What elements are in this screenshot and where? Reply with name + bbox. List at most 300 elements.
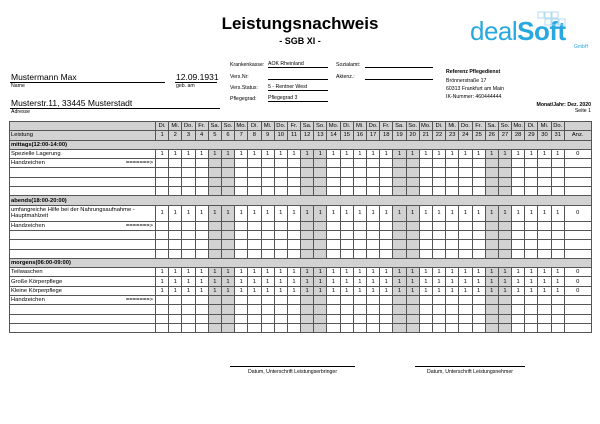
service-mark: 1 bbox=[551, 286, 564, 295]
empty-cell bbox=[182, 187, 195, 196]
handzeichen-cell bbox=[261, 221, 274, 230]
empty-cell bbox=[538, 305, 551, 314]
empty-cell bbox=[419, 187, 432, 196]
service-mark: 1 bbox=[459, 277, 472, 286]
empty-cell bbox=[235, 187, 248, 196]
empty-count-cell bbox=[564, 230, 591, 239]
service-mark: 1 bbox=[274, 149, 287, 158]
service-mark: 1 bbox=[353, 277, 366, 286]
empty-cell bbox=[446, 240, 459, 249]
handzeichen-label: Handzeichen bbox=[11, 160, 45, 167]
empty-cell bbox=[419, 177, 432, 186]
handzeichen-cell bbox=[353, 221, 366, 230]
service-mark: 1 bbox=[525, 149, 538, 158]
empty-cell bbox=[498, 177, 511, 186]
empty-cell bbox=[261, 240, 274, 249]
handzeichen-cell bbox=[485, 296, 498, 305]
empty-cell bbox=[419, 305, 432, 314]
service-mark: 1 bbox=[512, 268, 525, 277]
empty-cell bbox=[393, 230, 406, 239]
handzeichen-cell bbox=[432, 296, 445, 305]
empty-cell bbox=[406, 305, 419, 314]
empty-cell bbox=[380, 314, 393, 323]
empty-cell bbox=[261, 168, 274, 177]
empty-cell bbox=[156, 249, 169, 258]
service-mark: 1 bbox=[156, 149, 169, 158]
empty-cell bbox=[432, 177, 445, 186]
day-header: 31 bbox=[551, 131, 564, 140]
service-mark: 1 bbox=[512, 149, 525, 158]
service-mark: 1 bbox=[195, 149, 208, 158]
handzeichen-cell bbox=[274, 221, 287, 230]
handzeichen-label-cell bbox=[10, 296, 156, 305]
handzeichen-cell bbox=[538, 296, 551, 305]
handzeichen-cell bbox=[367, 221, 380, 230]
empty-cell bbox=[221, 187, 234, 196]
service-mark: 1 bbox=[340, 286, 353, 295]
handzeichen-cell bbox=[221, 159, 234, 168]
handzeichen-cell bbox=[419, 296, 432, 305]
service-mark: 1 bbox=[287, 268, 300, 277]
empty-cell bbox=[353, 323, 366, 332]
handzeichen-cell bbox=[340, 221, 353, 230]
handzeichen-cell bbox=[446, 159, 459, 168]
empty-cell bbox=[498, 168, 511, 177]
weekday-header: Sa. bbox=[208, 122, 221, 131]
empty-cell bbox=[367, 177, 380, 186]
empty-row bbox=[10, 323, 592, 332]
service-mark: 1 bbox=[261, 149, 274, 158]
service-mark: 1 bbox=[393, 286, 406, 295]
empty-cell bbox=[459, 323, 472, 332]
handzeichen-cell bbox=[169, 221, 182, 230]
handzeichen-cell bbox=[235, 296, 248, 305]
empty-cell bbox=[459, 314, 472, 323]
empty-cell bbox=[327, 249, 340, 258]
versstatus-value: 5 - Rentner West bbox=[268, 84, 328, 91]
empty-cell bbox=[208, 305, 221, 314]
empty-label-cell bbox=[10, 168, 156, 177]
empty-cell bbox=[327, 314, 340, 323]
empty-cell bbox=[419, 230, 432, 239]
empty-label-cell bbox=[10, 305, 156, 314]
service-mark: 1 bbox=[195, 286, 208, 295]
handzeichen-cell bbox=[248, 159, 261, 168]
service-mark: 1 bbox=[353, 205, 366, 221]
empty-cell bbox=[169, 249, 182, 258]
service-label: Teilwaschen bbox=[10, 268, 156, 277]
empty-cell bbox=[551, 305, 564, 314]
leistung-header: Leistung bbox=[10, 131, 156, 140]
empty-cell bbox=[446, 187, 459, 196]
empty-cell bbox=[340, 230, 353, 239]
handzeichen-cell bbox=[274, 296, 287, 305]
signature-provider: Datum, Unterschrift Leistungserbringer bbox=[230, 366, 355, 375]
service-mark: 1 bbox=[208, 277, 221, 286]
day-header: 8 bbox=[248, 131, 261, 140]
section-header bbox=[10, 140, 592, 149]
empty-cell bbox=[380, 230, 393, 239]
service-mark: 1 bbox=[512, 277, 525, 286]
empty-cell bbox=[525, 305, 538, 314]
empty-cell bbox=[525, 314, 538, 323]
empty-cell bbox=[156, 168, 169, 177]
handzeichen-cell bbox=[512, 296, 525, 305]
handzeichen-cell bbox=[498, 221, 511, 230]
handzeichen-cell bbox=[195, 221, 208, 230]
handzeichen-cell bbox=[195, 159, 208, 168]
handzeichen-cell bbox=[551, 296, 564, 305]
service-mark: 1 bbox=[340, 205, 353, 221]
handzeichen-cell bbox=[287, 221, 300, 230]
empty-cell bbox=[459, 249, 472, 258]
weekday-header: Sa. bbox=[301, 122, 314, 131]
empty-cell bbox=[538, 240, 551, 249]
service-mark: 1 bbox=[261, 286, 274, 295]
service-mark: 1 bbox=[182, 268, 195, 277]
service-mark: 1 bbox=[274, 268, 287, 277]
empty-cell bbox=[538, 323, 551, 332]
logo-grid-icon bbox=[528, 10, 578, 32]
handzeichen-row bbox=[10, 159, 592, 168]
service-mark: 1 bbox=[551, 277, 564, 286]
empty-cell bbox=[169, 187, 182, 196]
empty-cell bbox=[393, 187, 406, 196]
empty-count-cell bbox=[564, 249, 591, 258]
service-mark: 1 bbox=[432, 205, 445, 221]
service-mark: 1 bbox=[406, 277, 419, 286]
header-weekdays-row bbox=[10, 122, 592, 131]
service-mark: 1 bbox=[261, 277, 274, 286]
empty-cell bbox=[340, 305, 353, 314]
handzeichen-cell bbox=[472, 159, 485, 168]
handzeichen-cell bbox=[182, 296, 195, 305]
empty-cell bbox=[156, 177, 169, 186]
service-mark: 1 bbox=[459, 268, 472, 277]
service-mark: 1 bbox=[551, 149, 564, 158]
empty-cell bbox=[538, 187, 551, 196]
handzeichen-row bbox=[10, 221, 592, 230]
service-mark: 1 bbox=[208, 205, 221, 221]
aktenz-value bbox=[365, 73, 433, 80]
patient-address: Musterstr.11, 33445 Musterstadt bbox=[11, 98, 133, 108]
section-title: abends(18:00-20:00) bbox=[10, 196, 592, 205]
handzeichen-cell bbox=[208, 159, 221, 168]
service-mark: 1 bbox=[169, 277, 182, 286]
service-mark: 1 bbox=[248, 149, 261, 158]
empty-cell bbox=[327, 177, 340, 186]
empty-cell bbox=[393, 323, 406, 332]
provider-city: 60313 Frankfurt am Main bbox=[446, 86, 504, 92]
handzeichen-cell bbox=[287, 159, 300, 168]
empty-cell bbox=[432, 305, 445, 314]
handzeichen-cell bbox=[156, 296, 169, 305]
weekday-header: Sa. bbox=[393, 122, 406, 131]
empty-cell bbox=[459, 187, 472, 196]
day-header: 22 bbox=[432, 131, 445, 140]
empty-count-cell bbox=[564, 240, 591, 249]
empty-cell bbox=[301, 323, 314, 332]
handzeichen-cell bbox=[406, 221, 419, 230]
empty-cell bbox=[301, 168, 314, 177]
service-mark: 1 bbox=[195, 268, 208, 277]
empty-cell bbox=[538, 249, 551, 258]
handzeichen-count-cell bbox=[564, 159, 591, 168]
empty-cell bbox=[221, 314, 234, 323]
empty-cell bbox=[314, 323, 327, 332]
empty-cell bbox=[498, 187, 511, 196]
service-mark: 1 bbox=[261, 205, 274, 221]
empty-cell bbox=[301, 314, 314, 323]
empty-cell bbox=[393, 177, 406, 186]
handzeichen-cell bbox=[169, 296, 182, 305]
empty-row bbox=[10, 177, 592, 186]
service-mark: 1 bbox=[301, 286, 314, 295]
empty-cell bbox=[340, 240, 353, 249]
patient-dob: 12.09.1931 bbox=[176, 72, 219, 82]
handzeichen-cell bbox=[485, 221, 498, 230]
provider-name: Referenz Pflegedienst bbox=[446, 69, 501, 75]
empty-cell bbox=[485, 187, 498, 196]
empty-cell bbox=[498, 230, 511, 239]
service-mark: 1 bbox=[353, 268, 366, 277]
logo-text-soft: Soft bbox=[517, 16, 566, 46]
weekday-header: Di. bbox=[248, 122, 261, 131]
empty-cell bbox=[261, 249, 274, 258]
empty-cell bbox=[512, 187, 525, 196]
empty-count-cell bbox=[564, 177, 591, 186]
empty-cell bbox=[195, 230, 208, 239]
service-mark: 1 bbox=[459, 286, 472, 295]
weekday-header: Di. bbox=[525, 122, 538, 131]
empty-cell bbox=[301, 240, 314, 249]
service-mark: 1 bbox=[261, 268, 274, 277]
day-header: 28 bbox=[512, 131, 525, 140]
service-mark: 1 bbox=[274, 205, 287, 221]
provider-ik: IK-Nummer: 460444444 bbox=[446, 94, 502, 100]
service-mark: 1 bbox=[340, 268, 353, 277]
empty-cell bbox=[221, 177, 234, 186]
handzeichen-cell bbox=[327, 221, 340, 230]
empty-cell bbox=[432, 240, 445, 249]
day-header: 4 bbox=[195, 131, 208, 140]
day-header: 6 bbox=[221, 131, 234, 140]
handzeichen-cell bbox=[340, 159, 353, 168]
empty-cell bbox=[472, 230, 485, 239]
service-mark: 1 bbox=[538, 286, 551, 295]
empty-cell bbox=[248, 240, 261, 249]
weekday-header: Fr. bbox=[380, 122, 393, 131]
versstatus-label: Vers.Status: bbox=[230, 85, 258, 91]
handzeichen-cell bbox=[314, 221, 327, 230]
service-mark: 1 bbox=[472, 205, 485, 221]
day-header: 2 bbox=[169, 131, 182, 140]
empty-cell bbox=[314, 305, 327, 314]
handzeichen-label: Handzeichen bbox=[11, 222, 45, 229]
empty-cell bbox=[156, 314, 169, 323]
empty-cell bbox=[353, 249, 366, 258]
service-mark: 1 bbox=[459, 205, 472, 221]
service-mark: 1 bbox=[446, 268, 459, 277]
handzeichen-cell bbox=[459, 296, 472, 305]
empty-cell bbox=[182, 323, 195, 332]
service-mark: 1 bbox=[498, 268, 511, 277]
empty-cell bbox=[156, 240, 169, 249]
service-mark: 1 bbox=[314, 268, 327, 277]
service-mark: 1 bbox=[248, 268, 261, 277]
empty-label-cell bbox=[10, 323, 156, 332]
krankenkasse-value: AOK Rheinland bbox=[268, 61, 328, 68]
empty-cell bbox=[512, 240, 525, 249]
service-mark: 1 bbox=[406, 286, 419, 295]
empty-cell bbox=[208, 249, 221, 258]
empty-cell bbox=[287, 240, 300, 249]
handzeichen-row bbox=[10, 296, 592, 305]
weekday-header: Mo. bbox=[236, 123, 247, 130]
empty-cell bbox=[195, 168, 208, 177]
handzeichen-cell bbox=[380, 221, 393, 230]
service-mark: 1 bbox=[367, 205, 380, 221]
service-mark: 1 bbox=[169, 268, 182, 277]
empty-cell bbox=[485, 240, 498, 249]
handzeichen-cell bbox=[221, 296, 234, 305]
empty-cell bbox=[235, 240, 248, 249]
aktenz-label: Aktenz.: bbox=[336, 74, 355, 80]
empty-cell bbox=[301, 305, 314, 314]
empty-cell bbox=[551, 240, 564, 249]
empty-cell bbox=[380, 168, 393, 177]
empty-cell bbox=[195, 177, 208, 186]
provider-street: Brönnerstraße 17 bbox=[446, 78, 487, 84]
empty-cell bbox=[287, 305, 300, 314]
empty-cell bbox=[446, 249, 459, 258]
empty-cell bbox=[274, 230, 287, 239]
empty-cell bbox=[380, 323, 393, 332]
service-mark: 1 bbox=[327, 277, 340, 286]
empty-cell bbox=[235, 249, 248, 258]
service-mark: 1 bbox=[432, 277, 445, 286]
sozialamt-value bbox=[365, 61, 433, 68]
empty-cell bbox=[380, 249, 393, 258]
empty-cell bbox=[485, 230, 498, 239]
header-blank-cell bbox=[10, 122, 156, 131]
handzeichen-cell bbox=[340, 296, 353, 305]
empty-cell bbox=[221, 323, 234, 332]
empty-cell bbox=[406, 177, 419, 186]
empty-cell bbox=[472, 323, 485, 332]
weekday-header: Mo. bbox=[513, 123, 523, 130]
name-underline bbox=[10, 82, 165, 83]
service-mark: 1 bbox=[472, 286, 485, 295]
empty-cell bbox=[525, 323, 538, 332]
service-mark: 1 bbox=[538, 268, 551, 277]
handzeichen-cell bbox=[367, 159, 380, 168]
handzeichen-label: Handzeichen bbox=[11, 297, 45, 304]
service-mark: 1 bbox=[182, 286, 195, 295]
empty-count-cell bbox=[564, 168, 591, 177]
day-header: 30 bbox=[538, 131, 551, 140]
empty-cell bbox=[182, 168, 195, 177]
service-mark: 1 bbox=[235, 277, 248, 286]
service-mark: 1 bbox=[327, 286, 340, 295]
handzeichen-cell bbox=[235, 159, 248, 168]
handzeichen-cell bbox=[353, 296, 366, 305]
service-grid bbox=[9, 121, 591, 333]
handzeichen-cell bbox=[498, 296, 511, 305]
service-mark: 1 bbox=[156, 205, 169, 221]
empty-cell bbox=[340, 249, 353, 258]
service-count: 0 bbox=[564, 286, 591, 295]
service-mark: 1 bbox=[314, 205, 327, 221]
day-header: 21 bbox=[419, 131, 432, 140]
section-title: mittags(12:00-14:00) bbox=[10, 140, 592, 149]
service-mark: 1 bbox=[498, 205, 511, 221]
service-mark: 1 bbox=[367, 149, 380, 158]
service-mark: 1 bbox=[274, 286, 287, 295]
handzeichen-cell bbox=[287, 296, 300, 305]
empty-cell bbox=[551, 230, 564, 239]
service-mark: 1 bbox=[472, 277, 485, 286]
empty-cell bbox=[406, 187, 419, 196]
handzeichen-cell bbox=[512, 221, 525, 230]
empty-cell bbox=[169, 168, 182, 177]
weekday-header: Sa. bbox=[485, 122, 498, 131]
service-mark: 1 bbox=[538, 277, 551, 286]
versnr-label: Vers.Nr: bbox=[230, 74, 249, 80]
handzeichen-count-cell bbox=[564, 221, 591, 230]
day-header: 18 bbox=[380, 131, 393, 140]
handzeichen-cell bbox=[393, 221, 406, 230]
handzeichen-cell bbox=[525, 296, 538, 305]
section-header bbox=[10, 258, 592, 267]
service-mark: 1 bbox=[301, 205, 314, 221]
weekday-header: Mi. bbox=[169, 122, 182, 131]
empty-cell bbox=[446, 230, 459, 239]
empty-cell bbox=[393, 240, 406, 249]
empty-cell bbox=[446, 177, 459, 186]
weekday-header: Do. bbox=[274, 122, 287, 131]
company-logo bbox=[470, 16, 589, 50]
service-mark: 1 bbox=[498, 277, 511, 286]
pflegegrad-value: Pflegegrad 3 bbox=[268, 95, 328, 102]
empty-row bbox=[10, 240, 592, 249]
empty-cell bbox=[472, 168, 485, 177]
service-mark: 1 bbox=[419, 277, 432, 286]
empty-cell bbox=[261, 177, 274, 186]
empty-cell bbox=[235, 305, 248, 314]
empty-cell bbox=[406, 240, 419, 249]
header-blank-cell bbox=[564, 122, 591, 131]
day-header: 12 bbox=[301, 131, 314, 140]
service-mark: 1 bbox=[538, 149, 551, 158]
empty-cell bbox=[208, 240, 221, 249]
empty-cell bbox=[261, 187, 274, 196]
empty-cell bbox=[432, 249, 445, 258]
empty-cell bbox=[248, 187, 261, 196]
empty-cell bbox=[512, 177, 525, 186]
weekday-header: Mi. bbox=[538, 122, 551, 131]
service-mark: 1 bbox=[208, 286, 221, 295]
empty-label-cell bbox=[10, 314, 156, 323]
empty-cell bbox=[512, 249, 525, 258]
handzeichen-cell bbox=[551, 159, 564, 168]
empty-cell bbox=[248, 314, 261, 323]
logo-text-deal: deal bbox=[470, 16, 518, 46]
empty-cell bbox=[551, 168, 564, 177]
handzeichen-cell bbox=[353, 159, 366, 168]
service-mark: 1 bbox=[208, 149, 221, 158]
service-mark: 1 bbox=[301, 277, 314, 286]
